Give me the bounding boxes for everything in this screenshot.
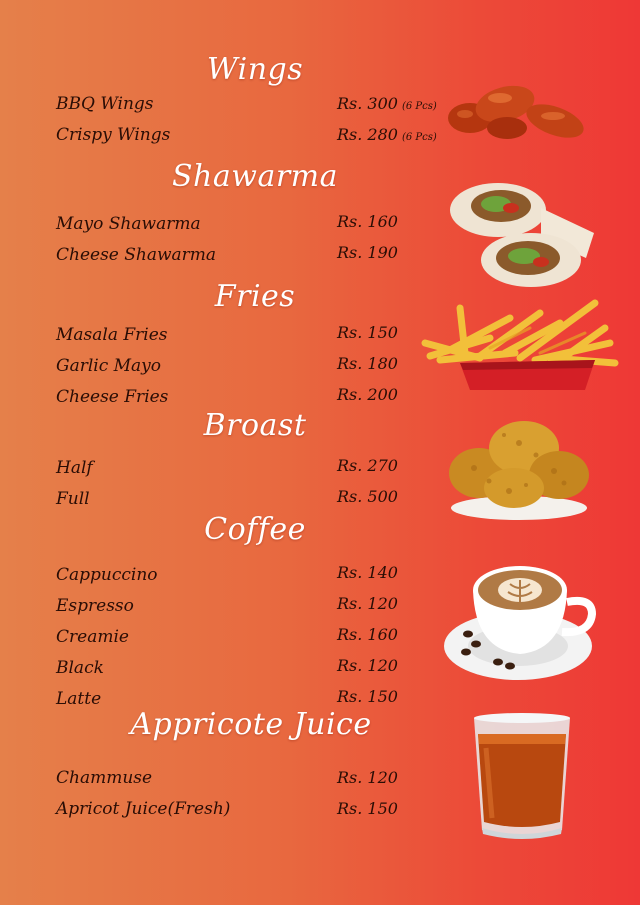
menu-item-price: Rs. 160 — [337, 625, 398, 644]
menu-item-name: Full — [56, 489, 90, 509]
coffee-cup-icon — [440, 562, 598, 684]
menu-item-price: Rs. 190 — [337, 243, 398, 262]
fried-chicken-icon — [444, 413, 594, 521]
menu-item-price: Rs. 200 — [337, 385, 398, 404]
menu-item-price: Rs. 120 — [337, 768, 398, 787]
menu-item-name: Masala Fries — [56, 325, 168, 345]
menu-item-name: Creamie — [56, 627, 129, 647]
menu-item-price: Rs. 160 — [337, 212, 398, 231]
section-title-broast: Broast — [203, 408, 307, 443]
menu-item-name: Garlic Mayo — [56, 356, 162, 376]
juice-glass-icon — [468, 710, 576, 842]
menu-item-name: Espresso — [56, 596, 134, 616]
menu-item-price: Rs. 500 — [337, 487, 398, 506]
menu-item-price: Rs. 270 — [337, 456, 398, 475]
menu-item-price: Rs. 140 — [337, 563, 398, 582]
section-title-apricot-juice: Appricote Juice — [130, 707, 372, 742]
menu-item-name: Black — [56, 658, 104, 678]
menu-item-name: Chammuse — [56, 768, 153, 788]
menu-item-name: BBQ Wings — [56, 94, 154, 114]
menu-item-price: Rs. 300 (6 Pcs) — [337, 94, 437, 113]
menu-item-name: Apricot Juice(Fresh) — [56, 799, 231, 819]
menu-item-price: Rs. 180 — [337, 354, 398, 373]
shawarma-wrap-icon — [446, 178, 596, 290]
menu-item-price: Rs. 150 — [337, 799, 398, 818]
menu-item-name: Cheese Shawarma — [56, 245, 217, 265]
menu-item-price: Rs. 280 (6 Pcs) — [337, 125, 437, 144]
menu-item-name: Crispy Wings — [56, 125, 171, 145]
menu-item-note: (6 Pcs) — [401, 132, 437, 143]
menu-item-price: Rs. 150 — [337, 323, 398, 342]
menu-item-name: Cappuccino — [56, 565, 158, 585]
chicken-wings-icon — [445, 76, 595, 151]
section-title-wings: Wings — [206, 52, 304, 87]
menu-item-name: Half — [56, 458, 93, 478]
menu-item-price: Rs. 150 — [337, 687, 398, 706]
section-title-fries: Fries — [214, 279, 296, 314]
menu-item-name: Mayo Shawarma — [56, 214, 201, 234]
menu-item-price: Rs. 120 — [337, 594, 398, 613]
section-title-shawarma: Shawarma — [172, 159, 338, 194]
menu-item-name: Cheese Fries — [56, 387, 169, 407]
menu-item-name: Latte — [56, 689, 102, 709]
menu-item-note: (6 Pcs) — [401, 101, 437, 112]
menu-item-price: Rs. 120 — [337, 656, 398, 675]
section-title-coffee: Coffee — [204, 512, 306, 547]
french-fries-icon — [420, 298, 620, 393]
